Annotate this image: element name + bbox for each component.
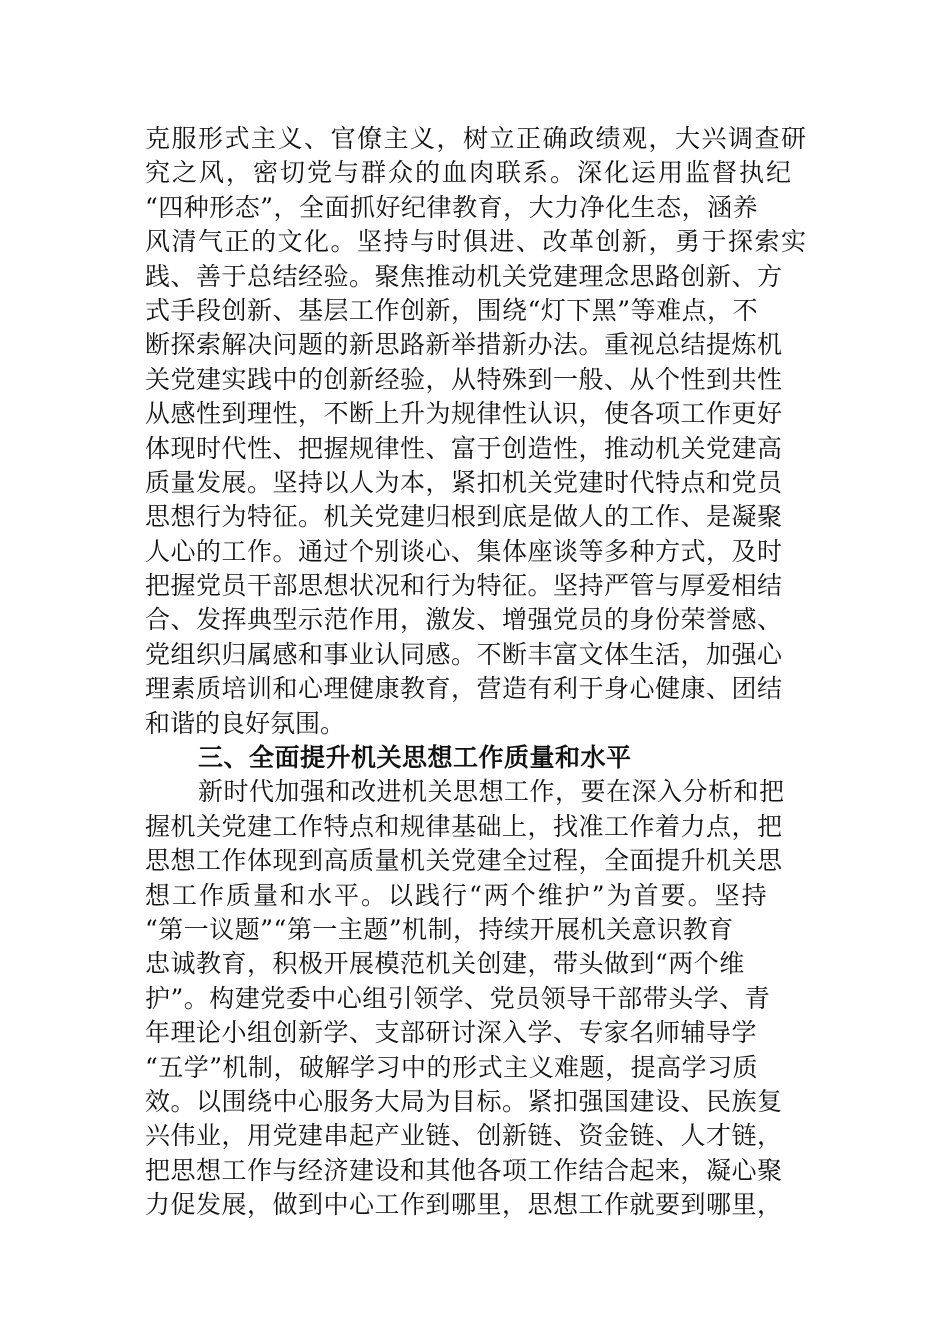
paragraph-line: 效。以围绕中心服务大局为目标。紧扣强国建设、民族复: [145, 1086, 783, 1116]
paragraph-line: 年理论小组创新学、支部研讨深入学、专家名师辅导学: [145, 1018, 758, 1048]
document-body: [145, 122, 810, 1223]
paragraph-line: 从感性到理性，不断上升为规律性认识，使各项工作更好: [145, 399, 783, 429]
paragraph-line: 思想行为特征。机关党建归根到底是做人的工作、是凝聚: [145, 502, 783, 532]
paragraph-line: 把握党员干部思想状况和行为特征。坚持严管与厚爱相结: [145, 571, 783, 601]
paragraph-line: 克服形式主义、官僚主义，树立正确政绩观，大兴调查研: [145, 124, 808, 153]
paragraph-line: 兴伟业，用党建串起产业链、创新链、资金链、人才链，: [145, 1121, 783, 1151]
paragraph-line: 究之风，密切党与群众的血肉联系。深化运用监督执纪: [145, 158, 794, 188]
paragraph-line: 和谐的良好氛围。: [145, 708, 346, 738]
paragraph-line: “四种形态”，全面抓好纪律教育，大力净化生态，涵养: [145, 192, 759, 222]
paragraph-line: 忠诚教育，积极开展模范机关创建，带头做到“两个维: [145, 949, 745, 979]
paragraph-line: 体现时代性、把握规律性、富于创造性，推动机关党建高: [145, 433, 783, 463]
paragraph-line: 新时代加强和改进机关思想工作，要在深入分析和把: [198, 777, 785, 807]
paragraph-line: 质量发展。坚持以人为本，紧扣机关党建时代特点和党员: [145, 467, 783, 497]
paragraph-line: 关党建实践中的创新经验，从特殊到一般、从个性到共性: [145, 364, 783, 394]
paragraph-line: 力促发展，做到中心工作到哪里，思想工作就要到哪里，: [145, 1190, 783, 1220]
paragraph-line: 风清气正的文化。坚持与时俱进、改革创新，勇于探索实: [145, 227, 808, 257]
section-heading: 三、全面提升机关思想工作质量和水平: [198, 743, 632, 773]
paragraph-line: 人心的工作。通过个别谈心、集体座谈等多种方式，及时: [145, 536, 783, 566]
paragraph-line: 护”。构建党委中心组引领学、党员领导干部带头学、青: [145, 983, 771, 1013]
paragraph-line: “第一议题”“第一主题”机制，持续开展机关意识教育: [145, 914, 734, 944]
paragraph-line: 把思想工作与经济建设和其他各项工作结合起来，凝心聚: [145, 1155, 783, 1185]
paragraph-line: 想工作质量和水平。以践行“两个维护”为首要。坚持: [145, 880, 769, 910]
paragraph-line: 理素质培训和心理健康教育，营造有利于身心健康、团结: [145, 674, 783, 704]
paragraph-line: “五学”机制，破解学习中的形式主义难题，提高学习质: [145, 1052, 759, 1082]
paragraph-line: 合、发挥典型示范作用，激发、增强党员的身份荣誉感、: [145, 605, 783, 635]
paragraph-line: 党组织归属感和事业认同感。不断丰富文体生活，加强心: [145, 639, 783, 669]
paragraph-line: 践、善于总结经验。聚焦推动机关党建理念思路创新、方: [145, 261, 783, 291]
paragraph-line: 断探索解决问题的新思路新举措新办法。重视总结提炼机: [145, 330, 783, 360]
paragraph-line: 握机关党建工作特点和规律基础上，找准工作着力点，把: [145, 811, 783, 841]
paragraph-line: 式手段创新、基层工作创新，围绕“灯下黑”等难点，不: [145, 295, 759, 325]
paragraph-line: 思想工作体现到高质量机关党建全过程，全面提升机关思: [145, 846, 783, 876]
